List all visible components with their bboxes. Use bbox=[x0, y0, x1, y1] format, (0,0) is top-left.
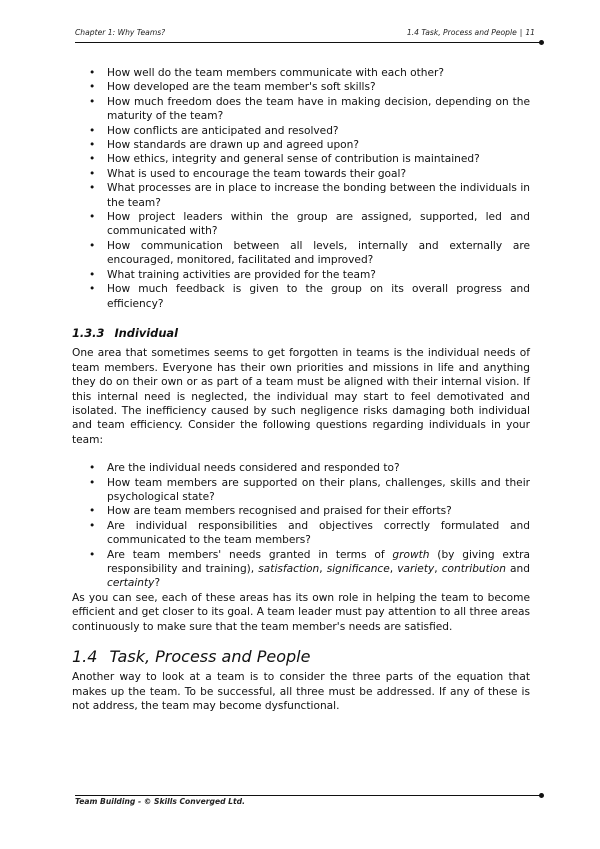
list-item: • How communication between all levels, internally and externally are encouraged, monitored, facilitated and improved? bbox=[72, 239, 530, 268]
list-item: • What training activities are provided for the team? bbox=[72, 268, 530, 282]
emphasis-growth: growth bbox=[392, 548, 430, 561]
individual-intro-paragraph: One area that sometimes seems to get forgotten in teams is the individual needs of team members. Everyone has their own priorities and missions in life and anything they do on their own or as part of a team must be aligned with their internal vision. If this internal need is neglected, the individual may start to feel demotivated and isolated. The inefficiency caused by such negligence risks damaging both individual and team efficiency. Consider the following questions regarding individuals in your team: bbox=[72, 347, 530, 446]
emphasis-certainty: certainty bbox=[107, 577, 155, 590]
emphasis-satisfaction: satisfaction bbox=[258, 563, 320, 575]
list-item: • Are team members' needs granted in terms of growth (by giving extra responsibility and training), satisfaction, significance, variety, contribution and certainty? bbox=[72, 548, 530, 591]
header-section bbox=[407, 28, 535, 37]
header-rule bbox=[75, 42, 541, 43]
list-item: • How well do the team members communicate with each other? bbox=[72, 66, 530, 80]
list-item: • How developed are the team member's soft skills? bbox=[72, 80, 530, 94]
header-section-title: 1.4 Task, Process and People bbox=[406, 28, 517, 37]
list-item: • Are individual responsibilities and objectives correctly formulated and communicated to the team members? bbox=[72, 519, 530, 548]
emphasis-contribution: contribution bbox=[441, 563, 506, 575]
list-item: • Are the individual needs considered and responded to? bbox=[72, 461, 530, 475]
list-item: • How team members are supported on their plans, challenges, skills and their psychological state? bbox=[72, 476, 530, 505]
page-header bbox=[75, 24, 543, 40]
team-questions-list bbox=[72, 66, 530, 311]
footer-rule-dot bbox=[539, 793, 544, 798]
task-process-people-paragraph: Another way to look at a team is to consider the three parts of the equation that makes up the team. To be successful, all three must be addressed. If any of these is not address, the team may become dysfunctional. bbox=[72, 671, 530, 713]
list-item: • What processes are in place to increase the bonding between the individuals in the team? bbox=[72, 181, 530, 210]
section-title: Individual bbox=[114, 325, 179, 340]
list-item: • How conflicts are anticipated and resolved? bbox=[72, 124, 530, 138]
emphasis-significance: significance bbox=[326, 563, 390, 575]
footer-rule bbox=[75, 795, 541, 796]
page-footer: Team Building - © Skills Converged Ltd. bbox=[75, 797, 245, 806]
page-body bbox=[72, 66, 530, 714]
header-separator: | bbox=[519, 28, 523, 37]
list-item: • How project leaders within the group are assigned, supported, led and communicated with? bbox=[72, 210, 530, 239]
individual-questions-list bbox=[72, 461, 530, 591]
section-heading-task-process-people bbox=[72, 647, 530, 667]
emphasis-variety: variety bbox=[397, 563, 435, 575]
section-number: 1.3.3 bbox=[72, 325, 105, 340]
page-number: 11 bbox=[525, 28, 535, 37]
individual-closing-paragraph: As you can see, each of these areas has its own role in helping the team to become efficient and get closer to its goal. A team leader must pay attention to all three areas continuously to make sure that the team member's needs are satisfied. bbox=[72, 591, 530, 633]
list-item: • How are team members recognised and praised for their efforts? bbox=[72, 504, 530, 518]
header-chapter: Chapter 1: Why Teams? bbox=[75, 28, 166, 37]
list-item: • How much freedom does the team have in making decision, depending on the maturity of the team? bbox=[72, 95, 530, 124]
list-item: • How standards are drawn up and agreed upon? bbox=[72, 138, 530, 152]
list-item: • How ethics, integrity and general sense of contribution is maintained? bbox=[72, 152, 530, 166]
list-item: • How much feedback is given to the group on its overall progress and efficiency? bbox=[72, 282, 530, 311]
section-title: Task, Process and People bbox=[109, 647, 311, 667]
header-rule-dot bbox=[539, 40, 544, 45]
section-heading-individual bbox=[72, 326, 530, 340]
section-number: 1.4 bbox=[72, 647, 98, 667]
list-item: • What is used to encourage the team towards their goal? bbox=[72, 167, 530, 181]
